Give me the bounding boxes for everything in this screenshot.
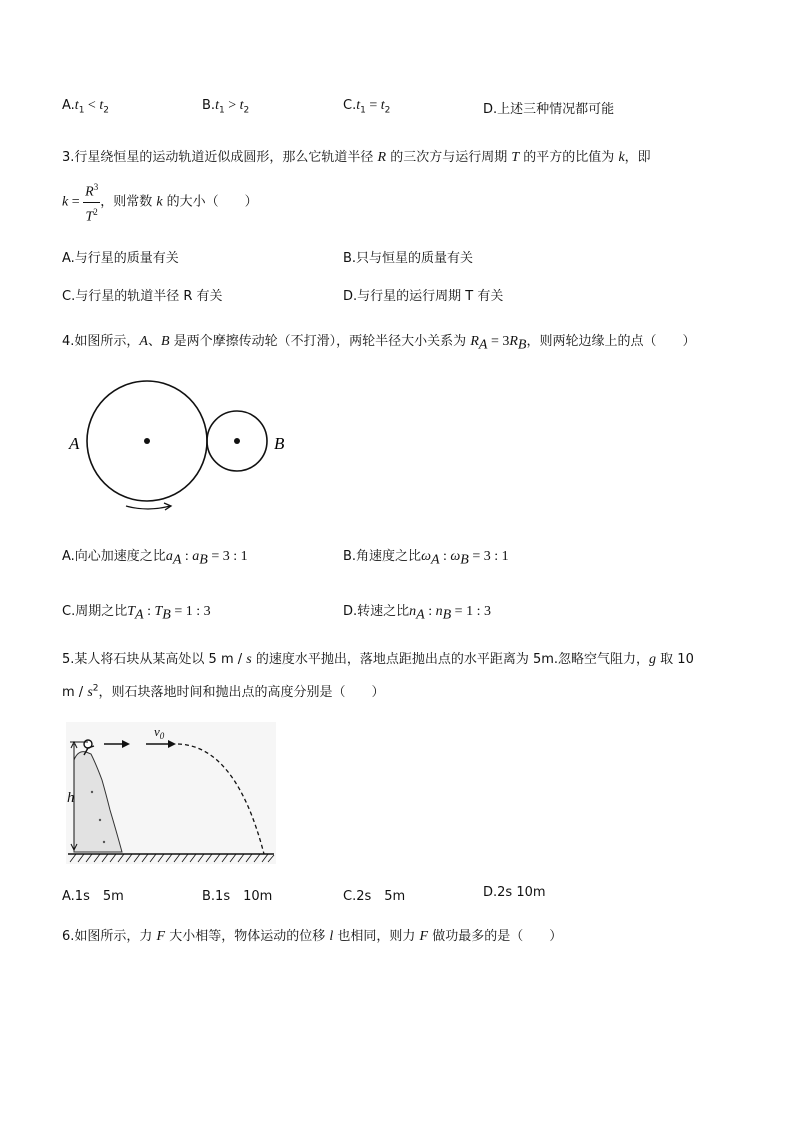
q5-option-a: A.1s 5m (62, 889, 124, 904)
q5-projectile-figure (66, 722, 276, 864)
q3-option-a: A.与行星的质量有关 (62, 251, 179, 266)
q3-formula-fraction: $\frac{R^3}{T^2}$ (83, 178, 100, 226)
wheel-b-label: B (274, 434, 285, 453)
q5-stem-line2: m / $s^2$，则石块落地时间和抛出点的高度分别是（ ） (62, 683, 385, 700)
q3-option-b: B.只与恒星的质量有关 (343, 251, 474, 266)
q5-option-b: B.1s 10m (202, 889, 273, 904)
wheel-b-center (234, 438, 240, 444)
rotation-arrow-icon (126, 506, 170, 509)
height-label: h (67, 790, 75, 806)
q6-stem: 6.如图所示，力 F 大小相等，物体运动的位移 l 也相同，则力 F 做功最多的是（ ） (62, 929, 563, 944)
wheel-a-label: A (69, 434, 80, 453)
q2-option-a: $A.t_1 < t_2$ (62, 98, 109, 116)
q5-option-d: D.2s 10m (483, 885, 546, 900)
q4-wheels-figure (66, 378, 290, 518)
q3-stem-line1: 3.行星绕恒星的运动轨道近似成圆形，那么它轨道半径 R 的三次方与运行周期 T 的平方的比值为 k，即 (62, 150, 651, 165)
q2-option-c: $C.t_1 = t_2$ (343, 98, 391, 116)
q4-option-b: B.角速度之比$\omega_A$ : $\omega_B = 3$ : 1 (343, 549, 509, 568)
q5-stem-line1: 5.某人将石块从某高处以 5 m / s 的速度水平抛出，落地点距抛出点的水平距离为 5m.忽略空气阻力，g 取 10 (62, 652, 694, 667)
q3-option-d: D.与行星的运行周期 T 有关 (343, 289, 504, 304)
q3-option-c: C.与行星的轨道半径 R 有关 (62, 289, 223, 304)
q4-option-a: A.向心加速度之比$a_A$ : $a_B = 3$ : 1 (62, 549, 248, 568)
q3-stem-line2: k = $\frac{R^3}{T^2}$ ，则常数 k 的大小（ ） (62, 178, 258, 226)
q4-stem: 4.如图所示，A、B 是两个摩擦传动轮（不打滑），两轮半径大小关系为 $R_A = 3R_B$，则两轮边缘上的点（ ） (62, 334, 696, 353)
wheel-a-center (144, 438, 150, 444)
q5-option-c: C.2s 5m (343, 889, 406, 904)
q2-option-d: D.上述三种情况都可能 (483, 102, 615, 117)
q4-option-d: D.转速之比$n_A$ : $n_B = 1$ : 3 (343, 604, 491, 623)
q4-option-c: C.周期之比$T_A$ : $T_B = 1$ : 3 (62, 604, 211, 623)
q2-option-b: $B.t_1 > t_2$ (202, 98, 250, 116)
v0-label: $v_0$ (154, 724, 165, 741)
